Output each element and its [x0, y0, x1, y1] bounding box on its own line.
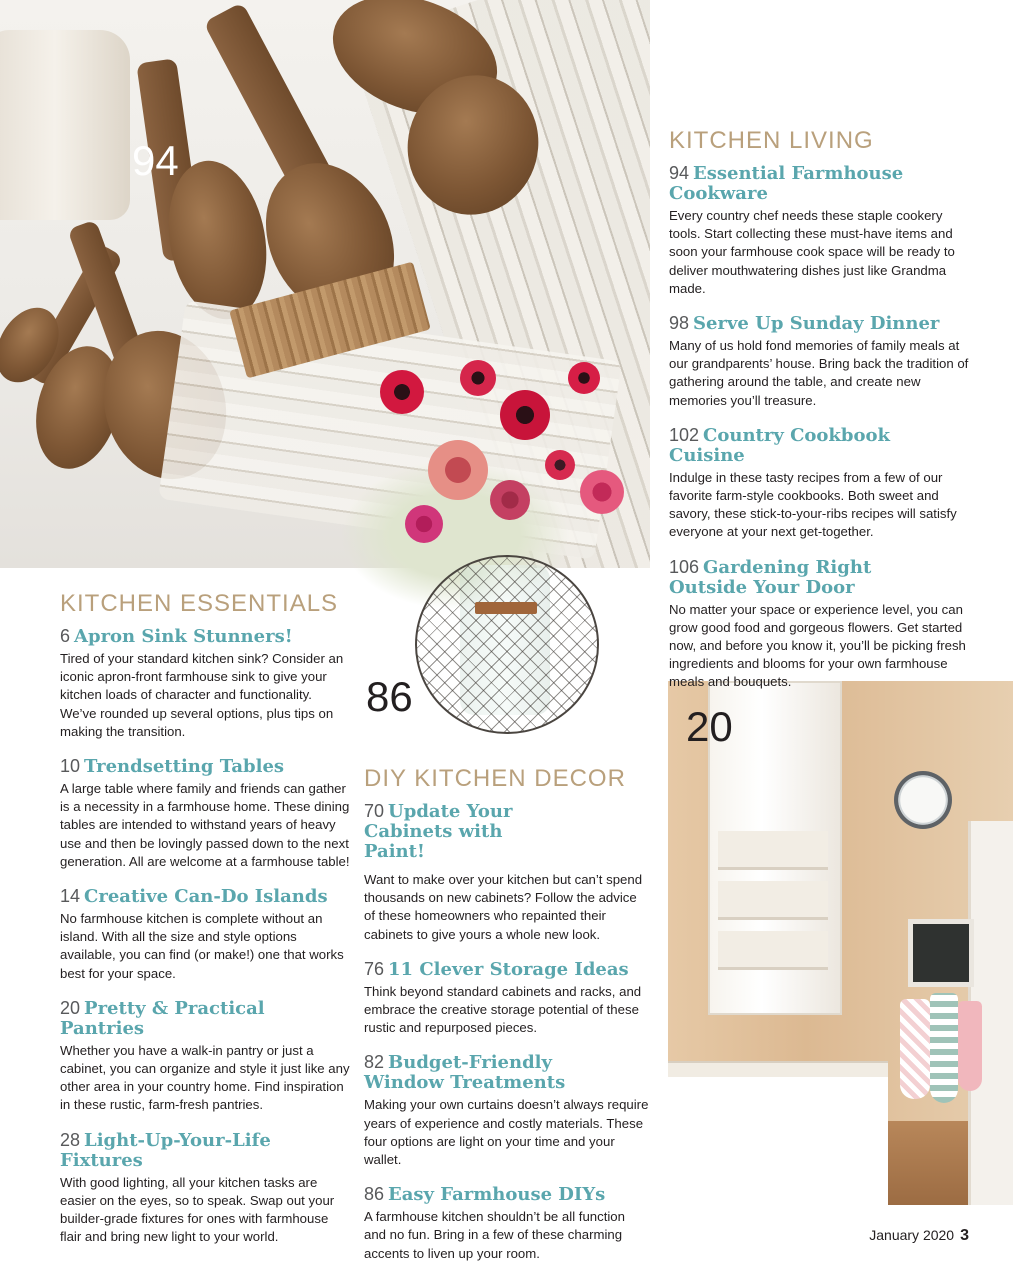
- entry-description: Think beyond standard cabinets and racks, and embrace the creative storage potential of these rustic and repurposed pieces.: [364, 983, 642, 1036]
- entry-page: 98: [669, 313, 690, 334]
- issue-date: January 2020: [869, 1227, 955, 1243]
- entry-title: Gardening Right Outside Your Door: [669, 556, 872, 598]
- entry-title: Pretty & Practical Pantries: [60, 997, 265, 1039]
- entry-title: Budget-Friendly Window Treatments: [364, 1052, 566, 1094]
- entry-description: With good lighting, all your kitchen tasks are easier on the eyes, so to speak. Swap out your builder-grade fixtures for ones with farmhouse flair and bring new light to your world.: [60, 1174, 335, 1245]
- entry-description: Every country chef needs these staple cookery tools. Start collecting these must-have items and soon your farmhouse cook space will be ready to deliver mouthwatering dishes just like Grandma made.: [669, 208, 955, 296]
- entry-title: Trendsetting Tables: [84, 756, 285, 778]
- entry-page: 102: [669, 424, 700, 445]
- toc-entry[interactable]: [364, 801, 650, 944]
- entry-page: 14: [60, 886, 81, 907]
- toc-entry[interactable]: [669, 425, 969, 542]
- entry-title: Serve Up Sunday Dinner: [693, 313, 940, 335]
- toc-entry[interactable]: [60, 756, 350, 871]
- page-footer: [869, 1227, 969, 1245]
- entry-page: 10: [60, 756, 81, 777]
- flowers-page-number: 86: [366, 673, 413, 720]
- entry-description: A farmhouse kitchen shouldn’t be all function and no fun. Bring in a few of these charming accents to liven up your room.: [364, 1209, 625, 1261]
- entry-description: A large table where family and friends can gather is a necessity in a farmhouse home. These dining tables are intended to withstand years of heavy use and then be lovingly passed down to the next generation. All are welcome at a farmhouse table!: [60, 781, 350, 869]
- entry-page: 94: [669, 163, 690, 183]
- toc-entry[interactable]: [669, 163, 969, 298]
- entry-description: Want to make over your kitchen but can’t spend thousands on new cabinets? Follow the advice of these homeowners who repainted their cabinets to give yours a whole new look.: [364, 872, 643, 942]
- entry-description: Whether you have a walk-in pantry or just a cabinet, you can organize and style it just like any other area in your country home. Find inspiration in these rustic, farm-fresh pantries.: [60, 1042, 350, 1113]
- entry-page: 106: [669, 556, 700, 577]
- entry-title: Apron Sink Stunners!: [74, 626, 293, 647]
- toc-entry[interactable]: [60, 886, 350, 983]
- pantry-photo: [668, 681, 1013, 1205]
- entry-page: 86: [364, 1184, 385, 1205]
- toc-entry[interactable]: [669, 557, 969, 692]
- entry-description: Many of us hold fond memories of family meals at our grandparents’ house. Bring back the tradition of gathering around the table, and create new memories you’ll treasure.: [669, 338, 969, 408]
- pantry-page-number: 20: [686, 703, 733, 750]
- toc-entry[interactable]: [669, 313, 969, 410]
- entry-title: Essential Farmhouse Cookware: [669, 163, 904, 204]
- kitchen-essentials-section: [60, 590, 350, 1246]
- toc-entry[interactable]: [364, 1184, 650, 1263]
- entry-description: Tired of your standard kitchen sink? Consider an iconic apron-front farmhouse sink to give your kitchen loads of character and functionality. We’ve rounded up several options, plus tips on making the transition.: [60, 651, 344, 739]
- section-heading: KITCHEN LIVING: [669, 127, 874, 154]
- folio-number: 3: [960, 1227, 969, 1244]
- kitchen-living-section: [669, 127, 969, 692]
- entry-title: Easy Farmhouse DIYs: [388, 1184, 606, 1206]
- entry-title: Creative Can-Do Islands: [84, 886, 328, 908]
- toc-entry[interactable]: [60, 1130, 350, 1247]
- entry-page: 6: [60, 626, 71, 646]
- toc-entry[interactable]: [364, 1052, 650, 1169]
- diy-kitchen-decor-section: [364, 765, 650, 1263]
- entry-description: Indulge in these tasty recipes from a few of our favorite farm-style cookbooks. Both sweet and savory, these stick-to-your-ribs recipes will satisfy everyone at your next get-together.: [669, 469, 957, 540]
- entry-title: Country Cookbook Cuisine: [669, 424, 890, 466]
- entry-title: Update Your Cabinets with Paint!: [364, 801, 513, 862]
- entry-title: 11 Clever Storage Ideas: [388, 958, 629, 980]
- toc-entry[interactable]: [60, 998, 350, 1115]
- entry-page: 70: [364, 801, 385, 821]
- entry-description: No farmhouse kitchen is complete without an island. With all the size and style options available, you can find (or make!) one that works best for your space.: [60, 911, 344, 981]
- toc-entry[interactable]: [364, 959, 650, 1038]
- section-heading: KITCHEN ESSENTIALS: [60, 590, 339, 617]
- entry-page: 82: [364, 1052, 385, 1073]
- entry-page: 28: [60, 1129, 81, 1150]
- entry-description: No matter your space or experience level, you can grow good food and gorgeous flowers. Get started now, and before you know it, you’ll be picking fresh ingredients and blooms for your own farmhouse meals and bouquets.: [669, 601, 966, 690]
- entry-page: 76: [364, 958, 385, 979]
- entry-description: Making your own curtains doesn’t always require years of experience and costly materials. These four options are light on your time and your wallet.: [364, 1097, 649, 1168]
- section-heading: DIY KITCHEN DECOR: [364, 765, 626, 792]
- entry-page: 20: [60, 997, 81, 1018]
- entry-title: Light-Up-Your-Life Fixtures: [60, 1129, 271, 1171]
- toc-entry[interactable]: [60, 626, 350, 741]
- spoons-page-number: 94: [132, 137, 179, 184]
